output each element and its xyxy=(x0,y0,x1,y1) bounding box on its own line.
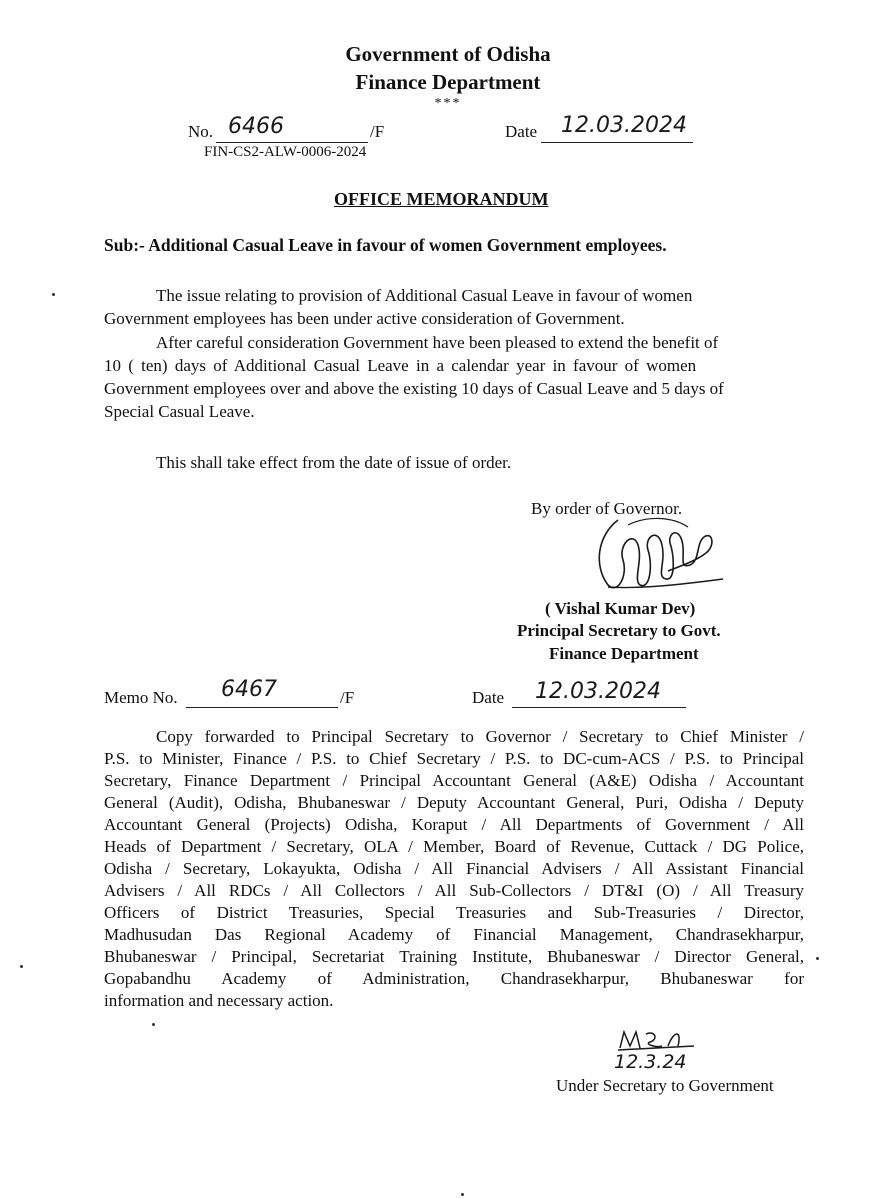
scan-speck xyxy=(20,965,23,968)
body-para2-line1: After careful consideration Government have been pleased to extend the benefit of xyxy=(156,333,719,352)
scan-speck xyxy=(152,1023,155,1026)
copy-forward-line: Bhubaneswar / Principal, Secretariat Training Institute, Bhubaneswar / Director General, xyxy=(104,947,804,966)
signatory-name: ( Vishal Kumar Dev) xyxy=(545,599,696,618)
file-number: FIN-CS2-ALW-0006-2024 xyxy=(204,144,367,160)
memo-no-suffix: /F xyxy=(340,688,355,707)
copy-forward-line: Heads of Department / Secretary, OLA / Member, Board of Revenue, Cuttack / DG Police, xyxy=(104,837,804,856)
memo-no-value: 6467 xyxy=(221,677,277,702)
initials-date: 12.3.24 xyxy=(614,1051,687,1073)
signatory-department: Finance Department xyxy=(549,644,699,663)
order-no-suffix: /F xyxy=(370,122,385,141)
order-no-underline xyxy=(216,142,368,143)
body-para2-line4: Special Casual Leave. xyxy=(104,402,255,421)
copy-forward-line: Officers of District Treasuries, Special Treasuries and Sub-Treasuries / Director, xyxy=(104,903,804,922)
memo-date-underline xyxy=(512,707,686,708)
initials-signature xyxy=(616,1026,696,1052)
copy-forward-list xyxy=(104,726,804,1012)
header-stars: *** xyxy=(434,96,462,111)
copy-forward-line: information and necessary action. xyxy=(104,991,334,1010)
copy-forward-line: Accountant General (Projects) Odisha, Koraput / All Departments of Government / All xyxy=(104,815,804,834)
copy-forward-line: General (Audit), Odisha, Bhubaneswar / Deputy Accountant General, Puri, Odisha / Deputy xyxy=(104,793,804,812)
footer-designation: Under Secretary to Government xyxy=(556,1076,774,1095)
memo-date-label: Date xyxy=(472,688,505,707)
memorandum-title: OFFICE MEMORANDUM xyxy=(334,189,549,209)
memo-date-value: 12.03.2024 xyxy=(535,679,661,704)
copy-forward-line: Copy forwarded to Principal Secretary to Governor / Secretary to Chief Minister / xyxy=(156,727,804,746)
order-date-label: Date xyxy=(505,122,538,141)
order-no-value: 6466 xyxy=(228,114,284,139)
body-para2-line3: Government employees over and above the existing 10 days of Casual Leave and 5 days of xyxy=(104,379,724,398)
department-title: Finance Department xyxy=(355,70,541,94)
copy-forward-line: Secretary, Finance Department / Principal Accountant General (A&E) Odisha / Accountant xyxy=(104,771,804,790)
copy-forward-line: Advisers / All RDCs / All Collectors / All Sub-Collectors / DT&I (O) / All Treasury xyxy=(104,881,804,900)
handwritten-signature xyxy=(578,505,728,597)
order-date-underline xyxy=(541,142,693,143)
order-no-label: No. xyxy=(188,122,214,141)
body-para3: This shall take effect from the date of issue of order. xyxy=(156,453,512,472)
memo-no-label: Memo No. xyxy=(104,688,178,707)
scan-speck xyxy=(461,1193,464,1196)
by-order-text: By order of Governor. xyxy=(531,499,683,518)
body-para1-line1: The issue relating to provision of Additional Casual Leave in favour of women xyxy=(156,286,693,305)
body-para2-line2: 10 ( ten) days of Additional Casual Leave in a calendar year in favour of women xyxy=(104,356,697,375)
copy-forward-line: Madhusudan Das Regional Academy of Financial Management, Chandrasekharpur, xyxy=(104,925,804,944)
body-para1-line2: Government employees has been under active consideration of Government. xyxy=(104,309,625,328)
government-title: Government of Odisha xyxy=(345,42,551,66)
scan-speck xyxy=(816,957,819,960)
copy-forward-line: P.S. to Minister, Finance / P.S. to Chief Secretary / P.S. to DC-cum-ACS / P.S. to Principal xyxy=(104,749,804,768)
signatory-designation: Principal Secretary to Govt. xyxy=(517,621,721,640)
scan-speck xyxy=(52,293,55,296)
copy-forward-line: Odisha / Secretary, Lokayukta, Odisha / All Financial Advisers / All Assistant Financial xyxy=(104,859,804,878)
copy-forward-line: Gopabandhu Academy of Administration, Chandrasekharpur, Bhubaneswar for xyxy=(104,969,804,988)
order-date-value: 12.03.2024 xyxy=(561,113,687,138)
subject-line: Sub:- Additional Casual Leave in favour of women Government employees. xyxy=(104,235,667,255)
memo-no-underline xyxy=(186,707,338,708)
